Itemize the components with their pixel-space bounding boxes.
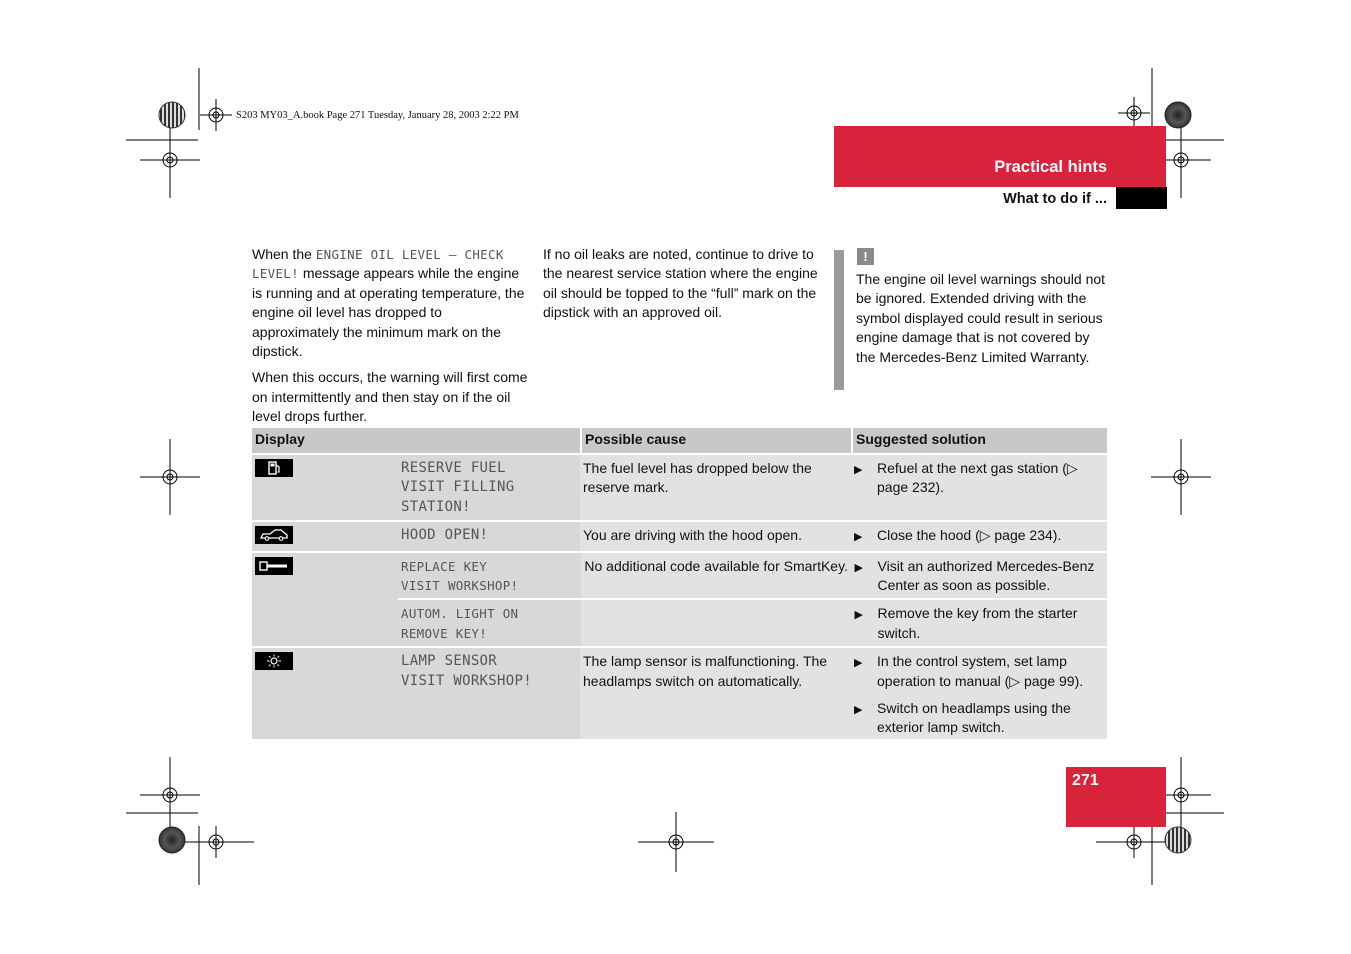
possible-cause: The lamp sensor is malfunctioning. The headlamps switch on automatically.	[580, 648, 851, 739]
possible-cause: The fuel level has dropped below the reserve mark.	[580, 455, 851, 520]
exclamation-icon: !	[857, 248, 874, 265]
warning-bar	[834, 250, 844, 390]
table-header	[252, 428, 1107, 453]
body-column-2	[543, 245, 821, 330]
table-row	[252, 551, 1107, 647]
display-message: ENGINE OIL LEVEL – CHECK LEVEL!	[252, 247, 504, 282]
bullet-icon: ▶	[854, 561, 863, 574]
table-row	[252, 520, 1107, 550]
solution-item: ▶ Close the hood (▷ page 234).	[854, 526, 1104, 547]
display-message: REMOVE KEY!	[401, 625, 488, 641]
page-number: 271	[1072, 772, 1099, 789]
possible-cause	[581, 600, 851, 646]
solution-item: ▶ Remove the key from the starter switch.	[855, 604, 1105, 643]
bullet-icon: ▶	[854, 464, 863, 476]
display-message: LAMP SENSOR	[401, 653, 498, 670]
subtitle-marker	[1116, 187, 1167, 209]
section-title: Practical hints	[994, 158, 1107, 176]
display-message: RESERVE FUEL	[401, 460, 506, 476]
bullet-icon: ▶	[854, 531, 863, 544]
possible-cause: You are driving with the hood open.	[580, 522, 851, 550]
display-message: REPLACE KEY	[401, 558, 488, 574]
header-cause: Possible cause	[580, 428, 851, 453]
header-display: Display	[255, 431, 305, 447]
bullet-icon: ▶	[854, 609, 863, 622]
bullet-icon: ▶	[854, 657, 863, 670]
solution-item: ▶ Switch on headlamps using the exterior lamp switch.	[854, 699, 1104, 738]
header-solution: Suggested solution	[851, 428, 1107, 453]
fuel-pump-icon	[255, 459, 293, 477]
display-message: VISIT WORKSHOP!	[401, 672, 532, 689]
display-message: HOOD OPEN!	[401, 527, 489, 544]
table-row	[252, 646, 1107, 739]
solution-item: ▶ Refuel at the next gas station (▷ page 232).	[854, 459, 1104, 498]
bullet-icon: ▶	[854, 704, 863, 717]
car-hood-icon	[255, 526, 293, 544]
print-info: S203 MY03_A.book Page 271 Tuesday, January 28, 2003 2:22 PM	[236, 110, 519, 121]
paragraph: If no oil leaks are noted, continue to drive to the nearest service station where the engine oil should be topped to the “full” mark on the dipstick with an approved oil.	[543, 246, 818, 321]
key-icon	[255, 557, 293, 575]
display-message: VISIT FILLING STATION!	[401, 479, 515, 515]
warning-text: The engine oil level warnings should not be ignored. Extended driving with the symbol displayed could result in serious engine damage that is not covered by the Mercedes-Benz Limited Warranty.	[856, 271, 1106, 365]
table-subrow	[398, 553, 1107, 599]
display-message: VISIT WORKSHOP!	[401, 578, 519, 594]
body-column-1	[252, 245, 530, 434]
display-messages-table	[252, 428, 1107, 739]
paragraph: When this occurs, the warning will first come on intermittently and then stay on if the oil level drops further.	[252, 369, 528, 425]
solution-item: ▶ Visit an authorized Mercedes-Benz Center as soon as possible.	[855, 557, 1105, 596]
display-message: AUTOM. LIGHT ON	[401, 606, 519, 622]
paragraph: When the ENGINE OIL LEVEL – CHECK LEVEL! message appears while the engine is running and at operating temperature, the engine oil level has dropped to approximately the minimum mark on the dipstick.	[252, 246, 525, 360]
section-header-bar	[834, 126, 1166, 187]
solution-item: ▶ In the control system, set lamp operation to manual (▷ page 99).	[854, 652, 1104, 691]
possible-cause: No additional code available for SmartKey.	[581, 553, 851, 599]
table-row	[252, 453, 1107, 520]
table-subrow	[398, 598, 1107, 646]
lamp-icon	[255, 652, 293, 670]
section-subtitle: What to do if ...	[1003, 191, 1107, 207]
